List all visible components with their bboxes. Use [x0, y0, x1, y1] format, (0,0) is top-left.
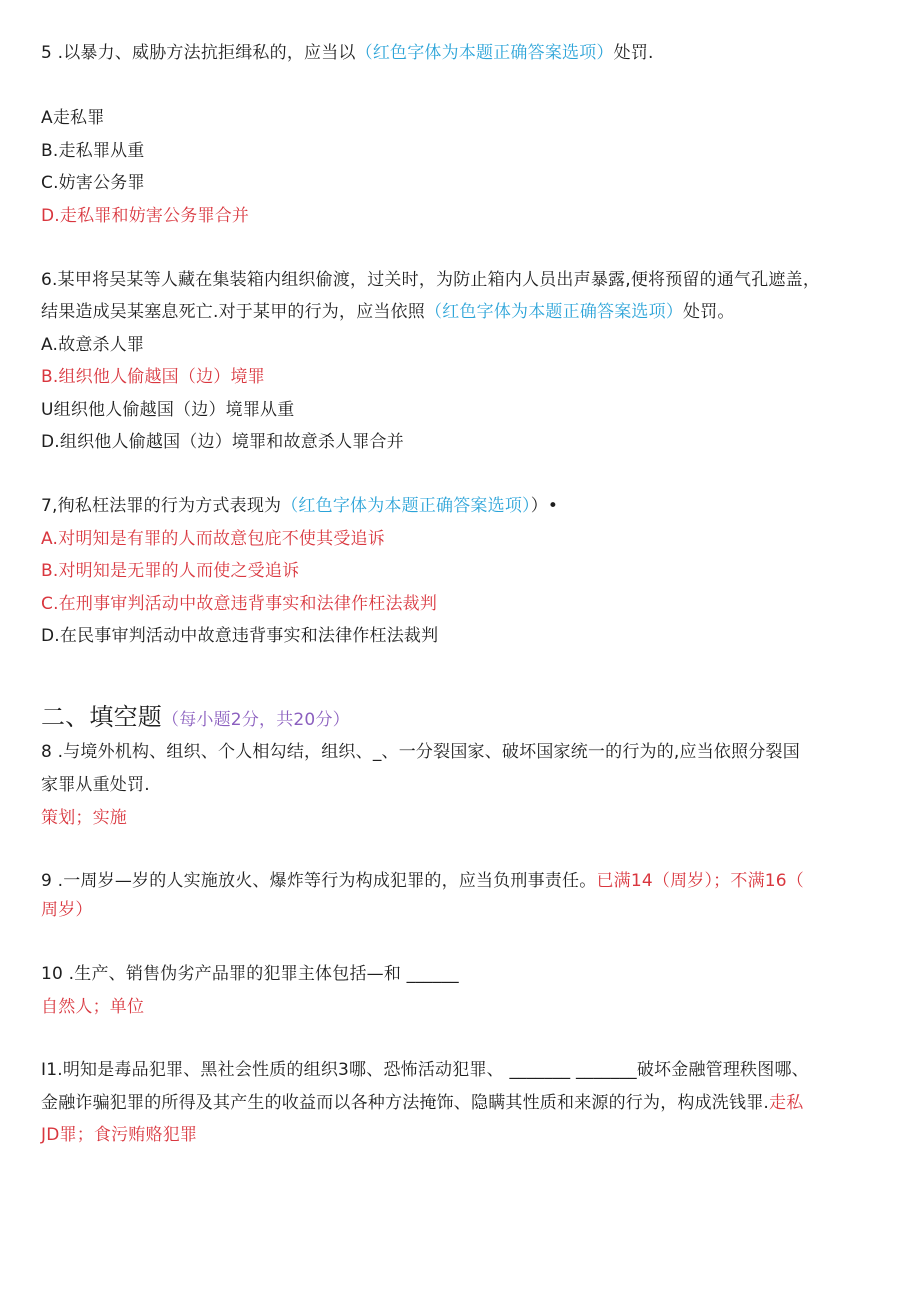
q8-stem-line1: 8 .与境外机构、组织、个人相勾结，组织、_、一分裂国家、破坏国家统一的行为的,应当依照分裂国 — [41, 742, 800, 762]
q11-stem-line1: I1.明知是毒品犯罪、黑社会性质的组织3哪、恐怖活动犯罪、 _______ _______破坏金融管理秩图哪、 — [41, 1060, 809, 1080]
section-2-hint: （每小题2分，共20分） — [162, 710, 350, 730]
q9-answer-part2: 周岁） — [41, 900, 93, 920]
q7-option-d: D.在民事审判活动中故意违背事实和法律作枉法裁判 — [41, 626, 439, 646]
q9-stem-line1 — [41, 869, 804, 893]
q6-option-d: D.组织他人偷越国（边）境罪和故意杀人罪合并 — [41, 432, 404, 452]
q11-answer-part2: JD罪；食污贿赂犯罪 — [41, 1125, 198, 1145]
q10-stem: 10 .生产、销售伪劣产品罪的犯罪主体包括—和 ______ — [41, 964, 459, 984]
q8-stem-line2: 家罪从重处罚. — [41, 775, 150, 795]
q5-option-a: A走私罪 — [41, 108, 105, 128]
q6-option-a: A.故意杀人罪 — [41, 335, 145, 355]
q9-answer-part1: 已满14（周岁）；不满16（ — [596, 871, 805, 891]
q6-stem-line1: 6.某甲将吴某等人藏在集装箱内组织偷渡，过关时，为防止箱内人员出声暴露,便将预留的通气孔遮盖， — [41, 270, 821, 290]
section-2-heading — [41, 702, 350, 735]
q5-stem — [41, 41, 654, 65]
q5-option-b: B.走私罪从重 — [41, 141, 145, 161]
q6-hint: （红色字体为本题正确答案选项） — [425, 302, 684, 322]
q5-hint: （红色字体为本题正确答案选项） — [355, 43, 614, 63]
q5-suffix: 处罚. — [613, 43, 654, 63]
q7-stem-text: 7,徇私枉法罪的行为方式表现为 — [41, 496, 282, 516]
q7-option-c-correct: C.在刑事审判活动中故意违背事实和法律作枉法裁判 — [41, 594, 438, 614]
section-2-title: 二、填空题 — [41, 703, 162, 731]
q11-stem-text: 金融诈骗犯罪的所得及其产生的收益而以各种方法掩饰、隐瞒其性质和来源的行为，构成洗钱罪. — [41, 1093, 770, 1113]
q5-option-c: C.妨害公务罪 — [41, 173, 145, 193]
q10-answer: 自然人；单位 — [41, 997, 145, 1017]
q11-stem-line2 — [41, 1091, 803, 1115]
q9-stem-text: 9 .一周岁—岁的人实施放火、爆炸等行为构成犯罪的，应当负刑事责任。 — [41, 871, 597, 891]
q5-stem-text: 5 .以暴力、威胁方法抗拒缉私的，应当以 — [41, 43, 356, 63]
q8-answer: 策划；实施 — [41, 808, 127, 828]
q6-stem-line2 — [41, 300, 735, 324]
q7-stem — [41, 494, 558, 518]
q6-option-b-correct: B.组织他人偷越国（边）境罪 — [41, 367, 265, 387]
q7-option-a-correct: A.对明知是有罪的人而故意包庇不使其受追诉 — [41, 529, 385, 549]
q6-stem-text: 结果造成吴某塞息死亡.对于某甲的行为，应当依照 — [41, 302, 426, 322]
q11-answer-part1: 走私 — [769, 1093, 804, 1113]
q7-suffix: ）• — [530, 496, 559, 516]
q6-suffix: 处罚。 — [683, 302, 735, 322]
q7-option-b-correct: B.对明知是无罪的人而使之受追诉 — [41, 561, 300, 581]
q7-hint: （红色字体为本题正确答案选项） — [281, 496, 531, 516]
q5-option-d-correct: D.走私罪和妨害公务罪合并 — [41, 206, 250, 226]
q6-option-c: U组织他人偷越国（边）境罪从重 — [41, 400, 295, 420]
